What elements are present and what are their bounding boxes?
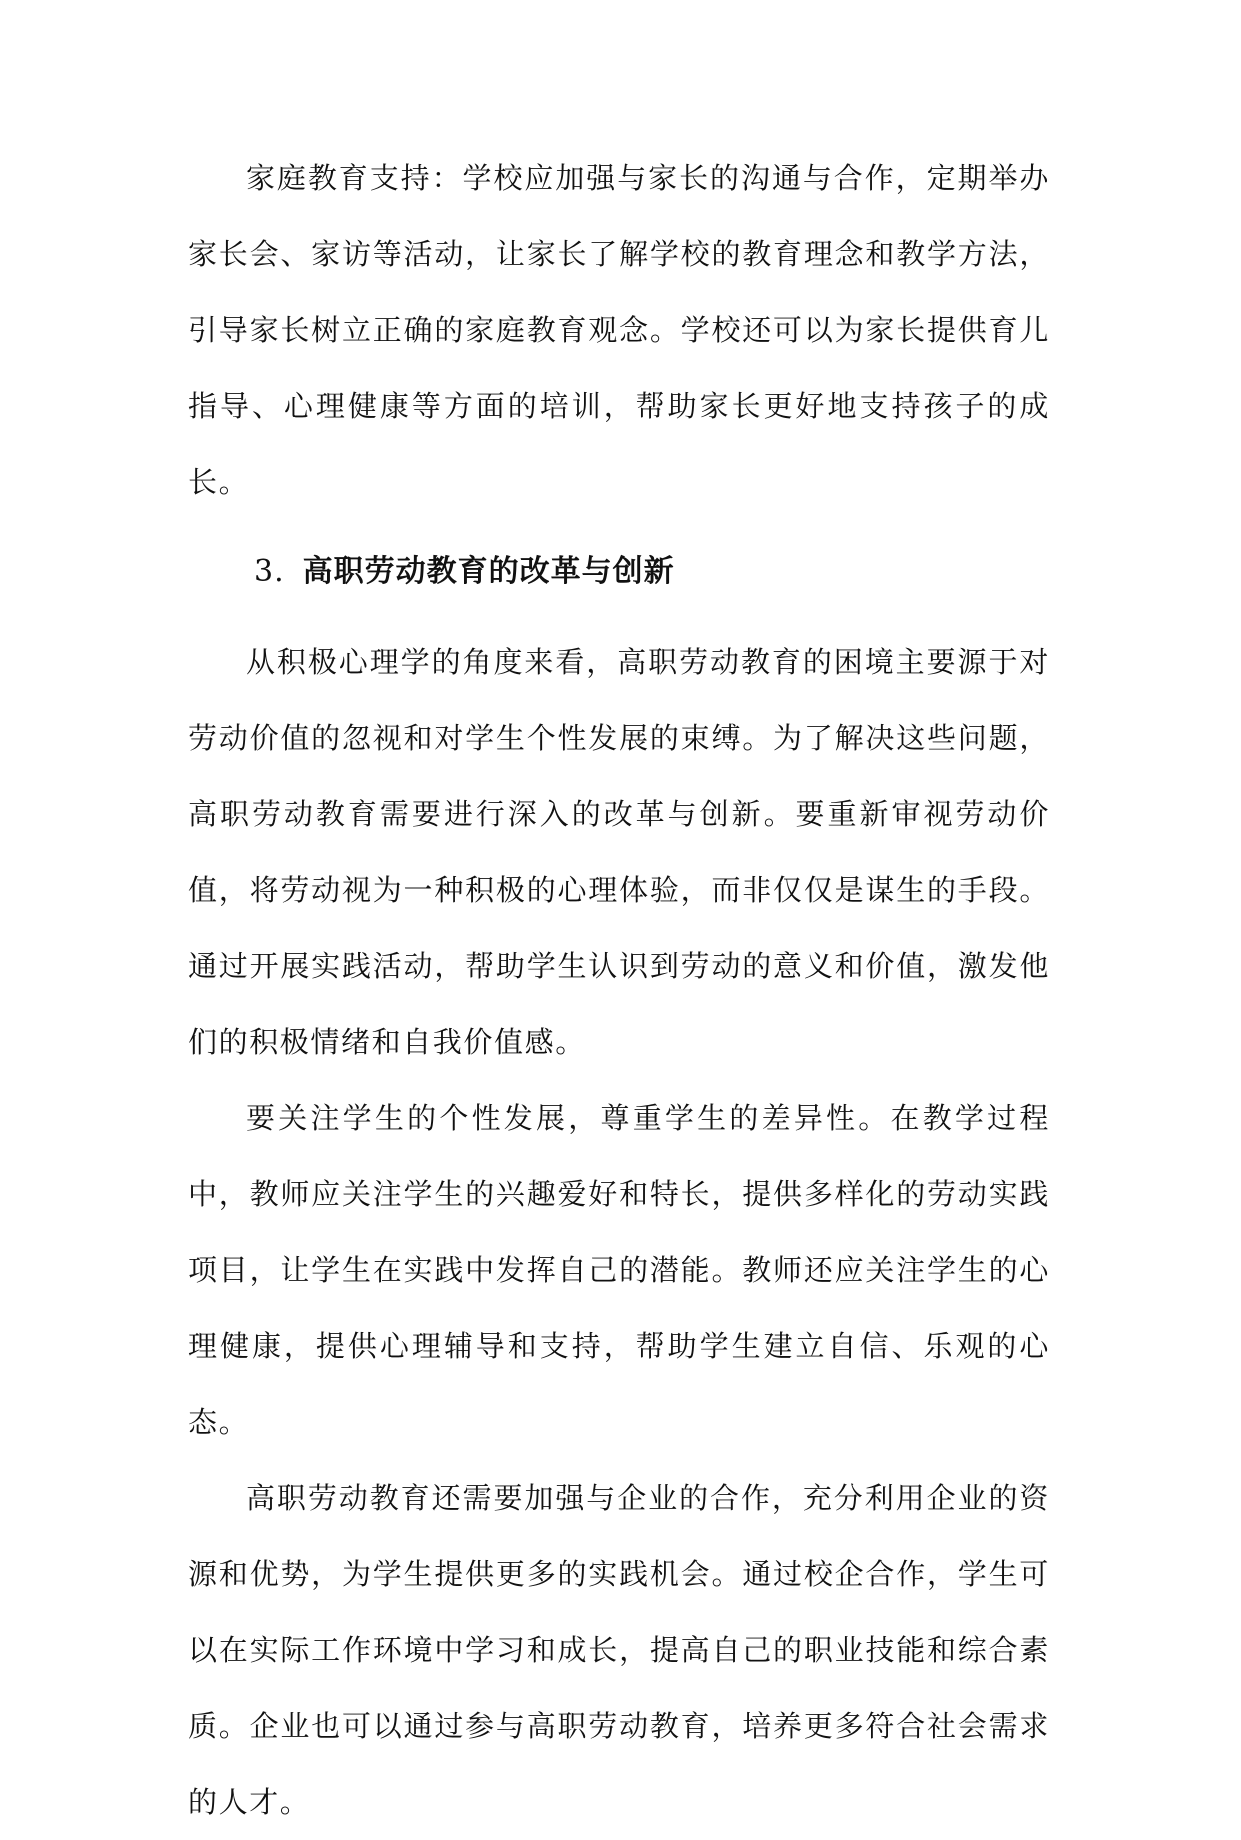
paragraph-school-enterprise-cooperation: 高职劳动教育还需要加强与企业的合作，充分利用企业的资源和优势，为学生提供更多的实践机会。通过校企合作，学生可以在实际工作环境中学习和成长，提高自己的职业技能和综合素质。企业也可以通过参与高职劳动教育，培养更多符合社会需求的人才。 [188,1481,1050,1819]
section-number: 3. [254,554,285,589]
paragraph-labor-value: 从积极心理学的角度来看，高职劳动教育的困境主要源于对劳动价值的忽视和对学生个性发展的束缚。为了解决这些问题，高职劳动教育需要进行深入的改革与创新。要重新审视劳动价值，将劳动视为一种积极的心理体验，而非仅仅是谋生的手段。通过开展实践活动，帮助学生认识到劳动的意义和价值，激发他们的积极情绪和自我价值感。 [188,645,1050,1059]
document-body [188,140,1050,1840]
paragraph-individual-development: 要关注学生的个性发展，尊重学生的差异性。在教学过程中，教师应关注学生的兴趣爱好和特长，提供多样化的劳动实践项目，让学生在实践中发挥自己的潜能。教师还应关注学生的心理健康，提供心理辅导和支持，帮助学生建立自信、乐观的心态。 [188,1101,1050,1439]
paragraph-family-education-support: 家庭教育支持：学校应加强与家长的沟通与合作，定期举办家长会、家访等活动，让家长了解学校的教育理念和教学方法，引导家长树立正确的家庭教育观念。学校还可以为家长提供育儿指导、心理健康等方面的培训，帮助家长更好地支持孩子的成长。 [188,161,1050,499]
section-title: 高职劳动教育的改革与创新 [302,554,675,589]
section-heading [188,534,1050,610]
